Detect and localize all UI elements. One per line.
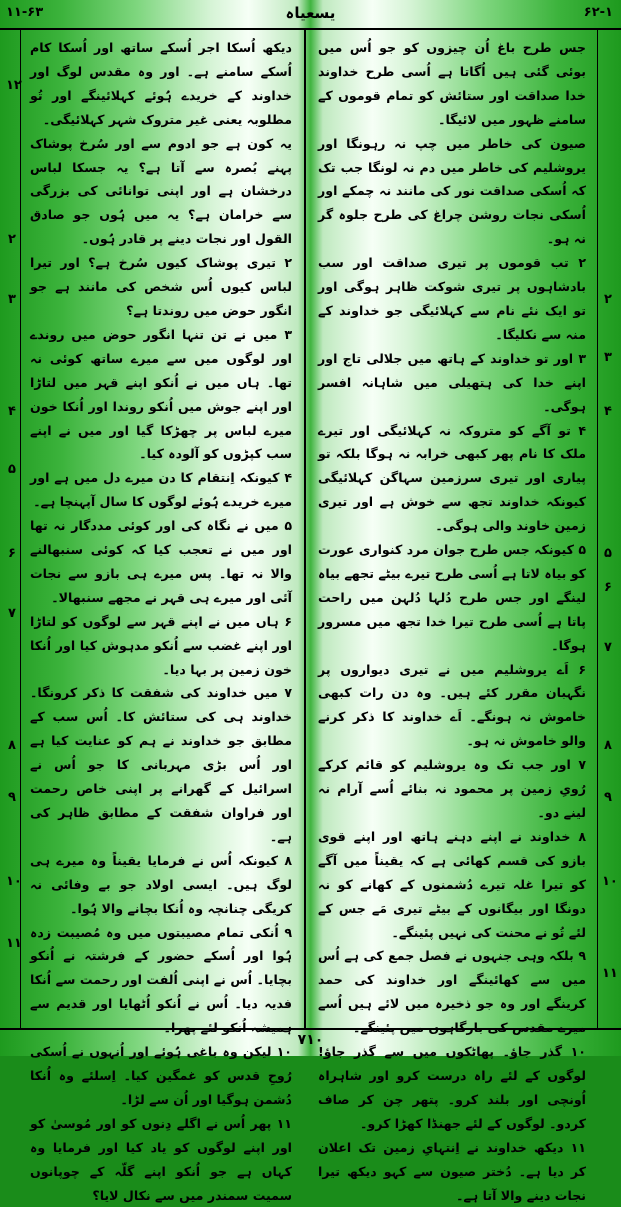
verse-text: ۵ میں نے نگاہ کی اور کوئی مددگار نہ تھا اور میں نے تعجب کیا کہ کوئی سنبھالنے والا نہ تھا۔ پس میرے ہی بازو سے نجات آئی اور میرے ہی قہر نے مجھے سنبھالا۔ — [30, 518, 292, 605]
verse-number: ۴ — [8, 404, 16, 419]
verse-text: ۸ کیونکہ اُس نے فرمایا یقیناً وہ میرے ہی لوگ ہیں۔ ایسی اولاد جو بے وفائی نہ کریگی چنانچہ وہ اُنکا بچانے والا ہُوا۔ — [30, 852, 292, 916]
verse-text: ۱۱ دیکھ خداوند نے اِنتہایِ زمین تک اعلان کر دیا ہے۔ دُختر صیون سے کہو دیکھ تیرا نجات دینے والا آتا ہے۔ — [318, 1139, 586, 1203]
page-number: ۷۱۰ — [297, 1032, 324, 1048]
verse-number: ۸ — [604, 738, 612, 753]
verse-text: ۷ اور جب تک وہ یروشلیم کو قائم کرکے رُویِ زمین پر محمود نہ بنائے اُسے آرام نہ لینے دو۔ — [318, 757, 586, 820]
verse-number: ۸ — [8, 738, 16, 753]
verse-number: ۲ — [604, 292, 612, 307]
verse-text: یہ کون ہے جو ادوم سے اور سُرخ پوشاک پہنے بُصرہ سے آتا ہے؟ یہ جسکا لباس درخشان ہے اور اپنی توانائی کی بزرگی سے خرامان ہے؟ یہ میں ہُوں جو صادق القول اور نجات دینے پر قادر ہُوں۔ — [30, 135, 292, 247]
verse-number: ۱۱ — [6, 936, 22, 951]
header-left-reference: ۱۱-۶۳ — [6, 5, 44, 20]
verse-text: جس طرح باغ اُن چیزوں کو جو اُس میں بوئی گئی ہیں اُگاتا ہے اُسی طرح خداوند خدا صداقت اور ستائش کو تمام قوموں کے سامنے ظہور میں لائیگا۔ — [318, 40, 586, 127]
verse-text: ۹ بلکہ وہی جنہوں نے فصل جمع کی ہے اُس میں سے کھائینگے اور خداوند کی حمد کرینگے اور وہ جو ذخیرہ میں لائے ہیں اُسے — [318, 948, 586, 1012]
verse-text: ۵ کیونکہ جس طرح جوان مرد کنواری عورت کو بیاہ لاتا ہے اُسی طرح تیرے بیٹے تجھے بیاہ لینگے اور جس طرح دُلہا دُلہن میں راحت پاتا ہے اُسی طرح تیرا خدا تجھ میں مسرور ہوگا۔ — [318, 542, 586, 653]
verse-text: ۳ اور تو خداوند کے ہاتھ میں جلالی تاج اور اپنے خدا کی ہتھیلی میں شاہانہ افسر ہوگی۔ — [318, 350, 586, 414]
verse-text: صیون کی خاطر میں چپ نہ رہونگا اور یروشلیم کی خاطر میں دم نہ لونگا جب تک کہ اُسکی صداقت نور کی مانند نہ چمکے اور اُسکی نجات روشن چراغ کی طرح جلوہ گر نہ ہو۔ — [318, 135, 586, 247]
verse-number: ۱۰ — [6, 874, 22, 889]
verse-number: ۷ — [8, 606, 16, 621]
verse-text: ۹ اُنکی تمام مصیبتوں میں وہ مُصیبت زدہ ہُوا اور اُسکے حضور کے فرشتہ نے اُنکو بچایا۔ اُس نے اپنی اُلفت اور رحمت سے اُنکا فدیہ دیا۔ اُس نے اُنکو اُٹھایا اور قدیم سے — [30, 924, 292, 1012]
verse-text: ۴ کیونکہ اِنتقام کا دن میرے دل میں ہے اور میرے خریدے ہُوئے لوگوں کا سال آپہنچا ہے۔ — [30, 470, 292, 510]
verse-text: ۷ میں خداوند کی شفقت کا ذکر کرونگا۔ خداوند ہی کی ستائش کا۔ اُس سب کے مطابق جو خداوند نے ہم کو عنایت کیا ہے اور اُس بڑی مہربانی کا جو اُس نے اسرائیل کے گھرانے پر اپنی خاص رحمت اور فراوان شفقت کے مطابق ظاہر کی ہے۔ — [30, 685, 292, 844]
verse-text: ۲ تب قوموں پر تیری صداقت اور سب بادشاہوں پر تیری شوکت ظاہر ہوگی اور تو ایک نئے نام سے کہلائیگی جو خداوند کے منہ سے نکلیگا۔ — [318, 255, 586, 342]
header-right-reference: ۶۲-۱ — [583, 5, 613, 20]
verse-number: ۶ — [604, 580, 612, 595]
verse-number: ۹ — [604, 790, 612, 805]
verse-number: ۵ — [8, 462, 16, 477]
footer-rule — [0, 1028, 621, 1030]
column-divider — [304, 30, 306, 1028]
verse-text: ۸ خداوند نے اپنے دہنے ہاتھ اور اپنے قوی بازو کی قسم کھائی ہے کہ یقیناً میں آگے کو تیرا غلہ تیرے دُشمنوں کے کھانے کو نہ دونگا اور بیگانوں کے بیٹے تیری مَے جس کے لئے تُو نے محنت کی نہیں پئینگے۔ — [318, 828, 586, 940]
right-column-text — [318, 36, 586, 1203]
book-title: یسعیاہ — [285, 4, 336, 22]
verse-text: دیکھ اُسکا اجر اُسکے ساتھ اور اُسکا کام اُسکے سامنے ہے۔ اور وہ مقدس لوگ اور خداوند کے خریدے ہُوئے کہلائینگے اور تُو مطلوبہ یعنی غیر متروک شہر کہلائیگی۔ — [30, 40, 292, 127]
verse-number: ۱۱ — [602, 966, 618, 981]
verse-text: ۳ میں نے تن تنہا انگور حوض میں روندے اور لوگوں میں سے میرے ساتھ کوئی نہ تھا۔ ہاں میں نے اُنکو اپنے قہر میں لتاڑا اور اپنے جوش میں اُنکو روندا اور اُنکا خون میرے لباس پر چھڑکا گیا اور میں نے اپنے سب کپڑوں کو آلودہ کیا۔ — [30, 326, 292, 462]
right-border-line — [597, 30, 598, 1028]
verse-number: ۳ — [8, 292, 16, 307]
verse-text: ۱۰ لیکن وہ باغی ہُوئے اور اُنہوں نے اُسکی رُوحِ قدس کو غمگین کیا۔ اِسلئے وہ اُنکا دُشمن ہوگیا اور اُن سے لڑا۔ — [30, 1044, 292, 1107]
verse-number: ۷ — [604, 640, 612, 655]
verse-text: ۱۰ گذر جاؤ۔ پھاٹکوں میں سے گذر جاؤ! لوگوں کے لئے راہ درست کرو اور شاہراہ اُونچی اور بلند کرو۔ پتھر چن کر صاف کردو۔ لوگوں کے لئے جھنڈا کھڑا کرو۔ — [318, 1044, 586, 1131]
page-header — [0, 0, 621, 30]
verse-number: ۶ — [8, 546, 16, 561]
verse-number: ۹ — [8, 790, 16, 805]
verse-text: ۴ تو آگے کو متروکہ نہ کہلائیگی اور تیرے ملک کا نام پھر کبھی خرابہ نہ ہوگا بلکہ تو پیاری اور تیری سرزمین سہاگن کہلائیگی کیونکہ خداوند تجھ سے خوش ہے اور تیری زمین خاوند والی ہوگی۔ — [318, 422, 586, 534]
verse-number: ۴ — [604, 404, 612, 419]
verse-number: ۲ — [8, 232, 16, 247]
verse-text: ۲ تیری پوشاک کیوں سُرخ ہے؟ اور تیرا لباس کیوں اُس شخص کی مانند ہے جو انگور حوض میں روندتا ہے؟ — [30, 255, 292, 318]
left-column-text — [30, 36, 292, 1203]
verse-text: ۱۱ پھر اُس نے اگلے دِنوں کو اور مُوسیٰ کو اور اپنے لوگوں کو یاد کیا اور فرمایا وہ کہاں ہے جو اُنکو اپنے گلّہ کے چوپانوں سمیت سمندر میں سے نکال لایا؟ — [30, 1115, 292, 1203]
verse-number: ۱۲ — [6, 78, 22, 93]
verse-number: ۵ — [604, 546, 612, 561]
verse-text: ۶ اَے یروشلیم میں نے تیری دیواروں پر نگہبان مقرر کئے ہیں۔ وہ دن رات کبھی خاموش نہ ہونگے۔ اَے خداوند کا ذکر کرنے والو خاموش نہ ہو۔ — [318, 661, 586, 749]
verse-text: ۶ ہاں میں نے اپنے قہر سے لوگوں کو لتاڑا اور اپنے غضب سے اُنکو مدہوش کیا اور اُنکا خون زمین پر بہا دیا۔ — [30, 613, 292, 677]
verse-number: ۱۰ — [602, 874, 618, 889]
verse-number: ۳ — [604, 350, 612, 365]
